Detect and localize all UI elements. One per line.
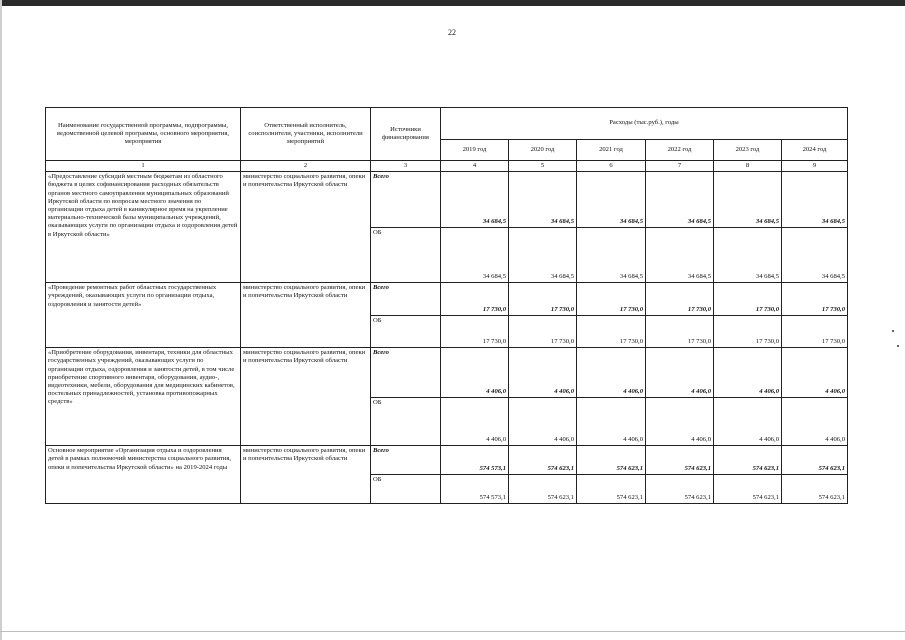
total-value: 17 730,0 xyxy=(441,283,509,316)
scan-top-edge xyxy=(0,0,905,6)
column-index: 1 xyxy=(46,161,241,172)
ob-value: 4 406,0 xyxy=(577,398,646,446)
header-expenses-cell: Расходы (тыс.руб.), годы xyxy=(441,108,848,140)
ob-value: 4 406,0 xyxy=(782,398,848,446)
header-responsible-cell: Ответственный исполнитель, соисполнители, участники, исполнители мероприятий xyxy=(241,108,371,161)
total-value: 574 623,1 xyxy=(782,446,848,475)
source-ob-label: ОБ xyxy=(371,316,441,348)
scan-bottom-edge xyxy=(0,631,905,632)
source-ob-label: ОБ xyxy=(371,398,441,446)
activity-name: Основное мероприятие «Организация отдыха и оздоровления детей в рамках полномочий министерства социального развития, опеки и попечительства Иркутской области» на 2019-2024 годы xyxy=(46,446,241,504)
responsible-executor: министерство социального развития, опеки и попечительства Иркутской области xyxy=(241,446,371,504)
total-value: 17 730,0 xyxy=(782,283,848,316)
ob-value: 4 406,0 xyxy=(714,398,782,446)
activity-name: «Проведение ремонтных работ областных государственных учреждений, оказывающих услуги по организации отдыха, оздоровления и занятости детей» xyxy=(46,283,241,348)
ob-value: 574 623,1 xyxy=(782,475,848,504)
page-number: 22 xyxy=(448,28,456,37)
total-value: 17 730,0 xyxy=(577,283,646,316)
table-row xyxy=(46,348,848,398)
source-ob-label: ОБ xyxy=(371,475,441,504)
header-year: 2023 год xyxy=(714,140,782,161)
total-value: 4 406,0 xyxy=(782,348,848,398)
expenses-table xyxy=(45,107,848,504)
total-value: 34 684,5 xyxy=(509,172,577,228)
total-value: 34 684,5 xyxy=(646,172,714,228)
scan-left-edge xyxy=(0,0,2,640)
scan-speck xyxy=(897,345,899,347)
ob-value: 574 623,1 xyxy=(577,475,646,504)
activity-name: «Предоставление субсидий местным бюджетам из областного бюджета в целях софинансирования расходных обязательств органов местного самоуправления муниципальных образований Иркутской области по вопросам местного значения по организации отдыха детей в каникулярное время на укрепление материально-технической базы муниципальных учреждений, оказывающих услуги по организации отдыха и оздоровления детей в Иркутской области» xyxy=(46,172,241,283)
ob-value: 34 684,5 xyxy=(577,228,646,283)
ob-value: 17 730,0 xyxy=(577,316,646,348)
total-value: 34 684,5 xyxy=(714,172,782,228)
ob-value: 17 730,0 xyxy=(782,316,848,348)
column-index: 2 xyxy=(241,161,371,172)
total-value: 34 684,5 xyxy=(441,172,509,228)
total-value: 17 730,0 xyxy=(646,283,714,316)
ob-value: 574 573,1 xyxy=(441,475,509,504)
column-index: 5 xyxy=(509,161,577,172)
total-value: 574 623,1 xyxy=(646,446,714,475)
source-total-label: Всего xyxy=(371,283,441,316)
total-value: 574 623,1 xyxy=(577,446,646,475)
table-row xyxy=(46,283,848,316)
header-year: 2022 год xyxy=(646,140,714,161)
header-year: 2020 год xyxy=(509,140,577,161)
table-row xyxy=(46,172,848,228)
header-name-cell: Наименование государственной программы, подпрограммы, ведомственной целевой программы, основного мероприятия, мероприятия xyxy=(46,108,241,161)
table-row xyxy=(46,446,848,475)
column-index: 6 xyxy=(577,161,646,172)
total-value: 4 406,0 xyxy=(509,348,577,398)
column-index: 7 xyxy=(646,161,714,172)
column-index: 8 xyxy=(714,161,782,172)
source-total-label: Всего xyxy=(371,172,441,228)
header-year: 2024 год xyxy=(782,140,848,161)
ob-value: 574 623,1 xyxy=(646,475,714,504)
ob-value: 34 684,5 xyxy=(782,228,848,283)
ob-value: 34 684,5 xyxy=(646,228,714,283)
total-value: 4 406,0 xyxy=(441,348,509,398)
ob-value: 17 730,0 xyxy=(714,316,782,348)
total-value: 34 684,5 xyxy=(782,172,848,228)
ob-value: 4 406,0 xyxy=(509,398,577,446)
source-total-label: Всего xyxy=(371,446,441,475)
source-ob-label: ОБ xyxy=(371,228,441,283)
responsible-executor: министерство социального развития, опеки и попечительства Иркутской области xyxy=(241,172,371,283)
column-index: 9 xyxy=(782,161,848,172)
total-value: 574 623,1 xyxy=(509,446,577,475)
ob-value: 574 623,1 xyxy=(509,475,577,504)
ob-value: 4 406,0 xyxy=(441,398,509,446)
header-year: 2019 год xyxy=(441,140,509,161)
column-index-row xyxy=(46,161,848,172)
responsible-executor: министерство социального развития, опеки и попечительства Иркутской области xyxy=(241,283,371,348)
ob-value: 17 730,0 xyxy=(646,316,714,348)
header-year: 2021 год xyxy=(577,140,646,161)
total-value: 17 730,0 xyxy=(714,283,782,316)
total-value: 34 684,5 xyxy=(577,172,646,228)
total-value: 4 406,0 xyxy=(714,348,782,398)
source-total-label: Всего xyxy=(371,348,441,398)
activity-name: «Приобретение оборудования, инвентаря, техники для областных государственных учреждений, оказывающих услуги по организации отдыха, оздоровления и занятости детей, в том числе приобретение спортивного инвентаря, оборудования, аудио-, видеотехники, мебели, оборудования для медицинских кабинетов, постельных принадлежностей, установка противопожарных средств» xyxy=(46,348,241,446)
ob-value: 17 730,0 xyxy=(441,316,509,348)
ob-value: 34 684,5 xyxy=(441,228,509,283)
header-source-cell: Источники финансирования xyxy=(371,108,441,161)
ob-value: 574 623,1 xyxy=(714,475,782,504)
column-index: 4 xyxy=(441,161,509,172)
ob-value: 34 684,5 xyxy=(714,228,782,283)
ob-value: 4 406,0 xyxy=(646,398,714,446)
ob-value: 34 684,5 xyxy=(509,228,577,283)
ob-value: 17 730,0 xyxy=(509,316,577,348)
total-value: 17 730,0 xyxy=(509,283,577,316)
total-value: 574 573,1 xyxy=(441,446,509,475)
column-index: 3 xyxy=(371,161,441,172)
total-value: 4 406,0 xyxy=(577,348,646,398)
total-value: 574 623,1 xyxy=(714,446,782,475)
responsible-executor: министерство социального развития, опеки и попечительства Иркутской области xyxy=(241,348,371,446)
total-value: 4 406,0 xyxy=(646,348,714,398)
scan-speck xyxy=(892,330,894,332)
